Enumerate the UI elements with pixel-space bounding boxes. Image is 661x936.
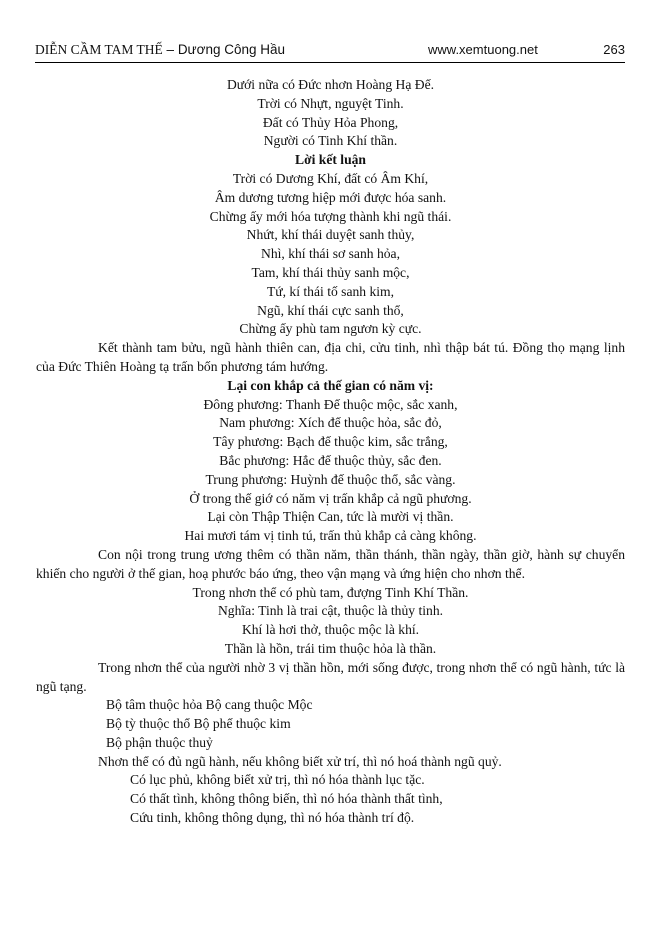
book-title: [35, 42, 285, 58]
section-heading: Lại con khắp cả thế gian có năm vị:: [227, 377, 434, 393]
text-line: Trong nhơn thể có phù tam, đượng Tinh Khí Thần.: [192, 584, 469, 600]
page-number: 263: [603, 42, 625, 57]
text-line: Nam phương: Xích đế thuộc hỏa, sắc đỏ,: [219, 415, 442, 431]
text-line: Đông phương: Thanh Đế thuộc mộc, sắc xanh,: [203, 396, 458, 412]
paragraph: Trong nhơn thể của người nhờ 3 vị thần hồn, mới sống được, trong nhơn thể có ngũ hành, tức là ngũ tạng.: [36, 659, 625, 694]
author-text: Dương Công Hầu: [177, 42, 286, 57]
page-body: [36, 76, 625, 828]
text-line: Có thất tình, không thông biến, thì nó hóa thành thất tình,: [130, 791, 443, 807]
paragraph: Kết thành tam bửu, ngũ hành thiên can, địa chi, cửu tinh, nhì thập bát tú. Đồng thọ mạng lịnh của Đức Thiên Hoàng tạ trấn bốn phương tám hướng.: [36, 340, 625, 374]
text-line: Cứu tinh, không thông dụng, thì nó hóa thành trí độ.: [130, 810, 415, 826]
text-line: Trời có Nhựt, nguyệt Tinh.: [257, 95, 404, 111]
text-line: Dưới nữa có Đức nhơn Hoàng Hạ Đế.: [226, 77, 435, 92]
text-line: Thần là hồn, trái tim thuộc hỏa là thần.: [224, 640, 437, 656]
text-line: Chừng ấy phù tam ngươn kỳ cực.: [239, 321, 422, 337]
text-line: Nhì, khí thái sơ sanh hỏa,: [261, 246, 400, 262]
text-line: Nhứt, khí thái duyệt sanh thủy,: [246, 227, 415, 243]
text-line: Nhơn thể có đủ ngũ hành, nếu không biết xử trí, thì nó hoá thành ngũ quỷ.: [98, 753, 502, 769]
text-line: Nghĩa: Tinh là trai cật, thuộc là thủy tinh.: [217, 603, 444, 619]
text-line: Bộ tâm thuộc hỏa Bộ cang thuộc Mộc: [106, 697, 313, 713]
text-line: Chừng ấy mới hóa tượng thành khi ngũ thái.: [209, 208, 452, 224]
text-line: Tam, khí thái thủy sanh mộc,: [251, 264, 410, 280]
paragraph: Con nội trong trung ương thêm có thần năm, thần thánh, thần ngày, thần giờ, hành sự chuyển khiến cho người ở thế gian, hoạ phước báo ứng, theo vận mạng và ứng hiện cho nhơn thể.: [36, 546, 625, 581]
text-line: Có lục phủ, không biết xử trị, thì nó hóa thành lục tặc.: [130, 772, 425, 788]
title-text: DIỄN CẦM TAM THẾ: [35, 42, 163, 57]
text-line: Đất có Thủy Hỏa Phong,: [262, 114, 399, 130]
text-line: Khí là hơi thở, thuộc mộc là khí.: [241, 622, 420, 638]
website-link[interactable]: www.xemtuong.net: [428, 42, 538, 57]
text-line: Trung phương: Huỳnh đế thuộc thổ, sắc vàng.: [205, 471, 456, 487]
author-name: [163, 42, 285, 57]
text-line: Bộ tỳ thuộc thổ Bộ phế thuộc kim: [106, 716, 291, 732]
text-line: Bắc phương: Hắc đế thuộc thủy, sắc đen.: [219, 452, 442, 468]
text-line: Ở trong thế giớ có năm vị trấn khắp cả ngũ phương.: [189, 490, 472, 506]
text-line: Người có Tinh Khí thần.: [263, 133, 398, 149]
text-line: Trời có Dương Khí, đất có Âm Khí,: [232, 170, 429, 186]
text-line: Âm dương tương hiệp mới được hóa sanh.: [214, 189, 447, 205]
page-header: [35, 40, 625, 63]
text-line: Lại còn Thập Thiện Can, tức là mười vị thần.: [207, 509, 454, 525]
text-line: Hai mươi tám vị tinh tú, trấn thủ khắp cả càng không.: [184, 528, 477, 544]
text-line: Bộ phận thuộc thuỷ: [106, 734, 213, 750]
text-line: Ngũ, khí thái cực sanh thổ,: [257, 302, 404, 318]
text-line: Tây phương: Bạch đế thuộc kim, sắc trắng,: [213, 434, 448, 450]
text-line: Tứ, kí thái tố sanh kim,: [266, 283, 395, 299]
section-heading: Lời kết luận: [295, 152, 366, 168]
title-separator: –: [162, 42, 178, 57]
